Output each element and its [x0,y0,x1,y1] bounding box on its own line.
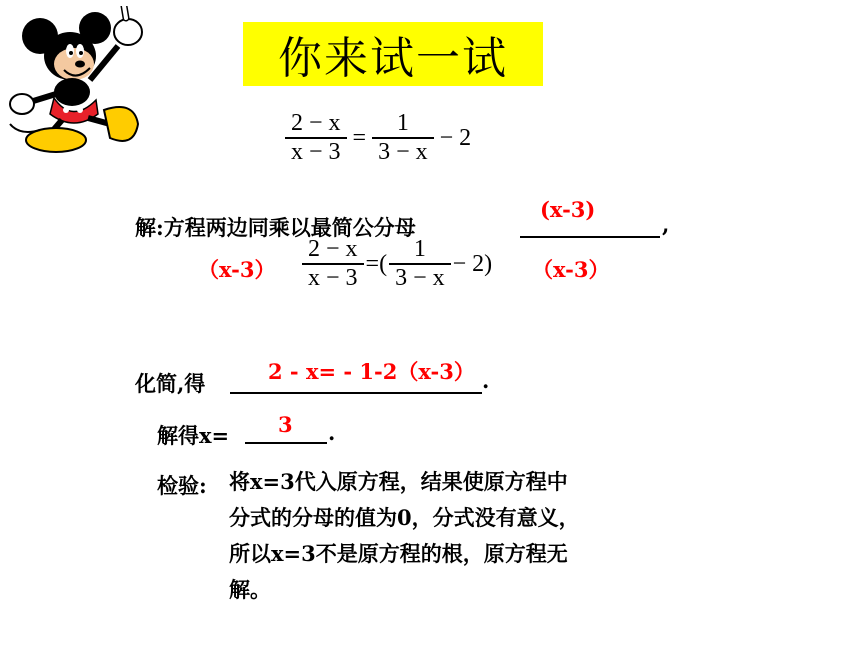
step2-lhs-denominator: x − 3 [308,265,358,291]
equals-sign: = [352,124,367,151]
step2-equation [302,236,492,292]
step4-text: 解得x= [157,423,230,448]
step1-blank [520,236,660,238]
rhs-fraction [372,110,434,166]
check-line: 解。 [229,577,271,602]
step2-rhs-denominator: 3 − x [395,265,445,291]
main-equation [285,110,471,166]
step3-period: . [482,368,490,393]
step1-text: 解:方程两边同乘以最简公分母 [135,215,416,240]
title-banner [243,22,543,86]
lhs-fraction [285,110,347,166]
step1-comma: , [662,212,670,237]
step2-lhs-numerator: 2 − x [308,236,358,262]
check-label: 检验: [157,473,207,498]
rhs-tail: − 2 [439,124,472,151]
check-paragraph [229,464,580,608]
page-title: 你来试一试 [278,33,508,84]
step3-blank [230,392,482,394]
step3-text: 化简,得 [135,371,206,396]
step4-period: . [328,420,336,445]
step2-rhs-fraction [389,236,451,292]
check-line: 所以x=3不是原方程的根，原方程无 [229,541,568,566]
mickey-mouse-icon [0,6,170,156]
rhs-denominator: 3 − x [378,139,428,165]
check-line: 分式的分母的值为0，分式没有意义， [229,505,580,530]
step4-blank [245,442,327,444]
check-line: 将x=3代入原方程，结果使原方程中 [229,469,568,494]
rhs-numerator: 1 [396,110,409,136]
step2-rhs-numerator: 1 [413,236,426,262]
step2-equals: =( [365,250,388,277]
step3-answer: 2 - x= - 1-2（x-3） [268,359,475,384]
step4-answer: 3 [278,412,293,437]
step2-tail: − 2) [452,250,493,277]
step2-left-factor: （x-3） [198,257,276,282]
step2-right-factor: （x-3） [532,257,610,282]
step2-lhs-fraction [302,236,364,292]
step1-answer: (x-3) [540,197,596,222]
lhs-numerator: 2 − x [291,110,341,136]
lhs-denominator: x − 3 [291,139,341,165]
